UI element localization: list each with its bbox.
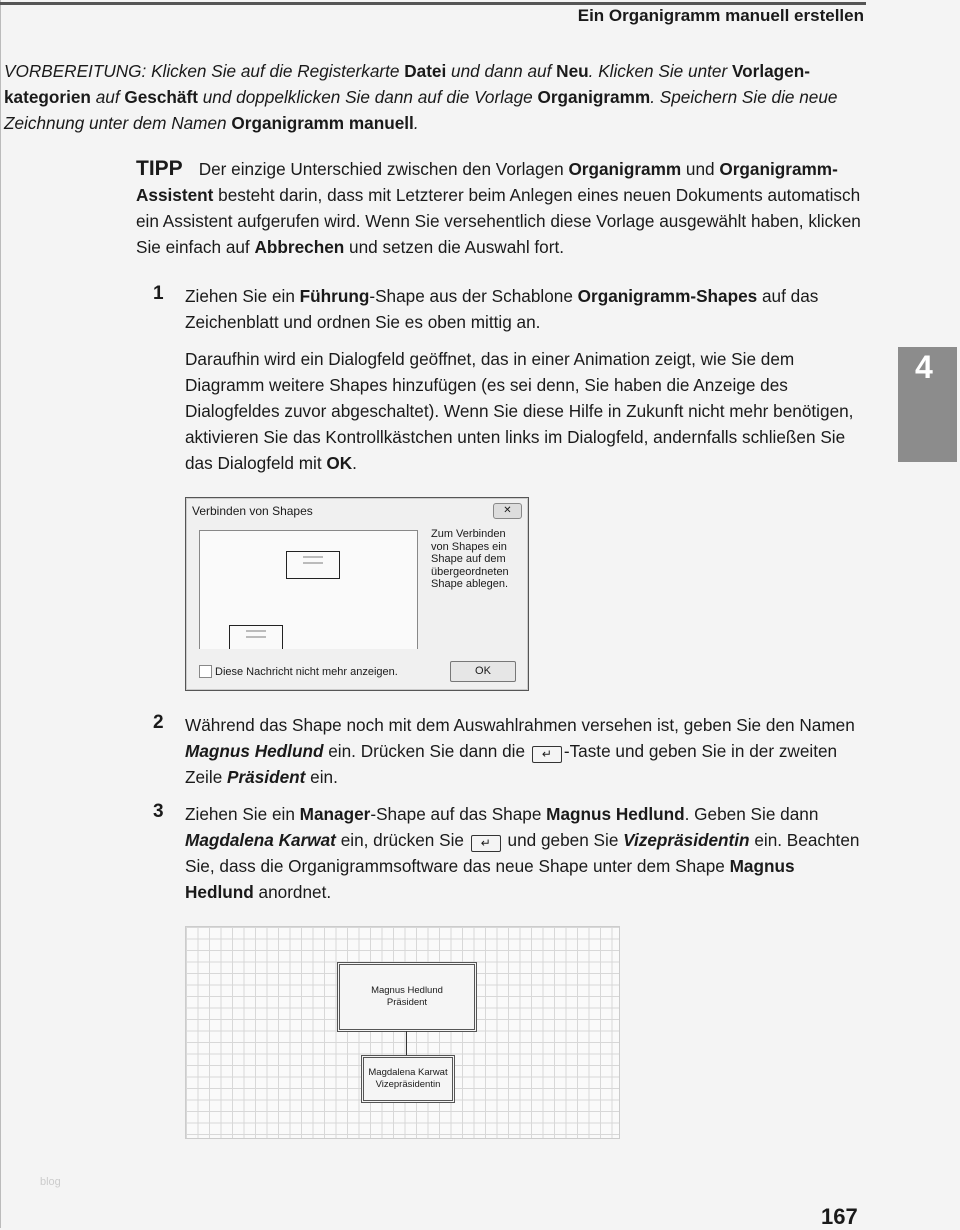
step-2-text <box>185 712 865 790</box>
text-run: und dann auf <box>446 61 557 81</box>
bold-term: Neu <box>556 61 589 81</box>
shape-icon <box>229 625 283 649</box>
tip-text <box>136 159 861 257</box>
chapter-number: 4 <box>915 349 933 385</box>
text-run: Daraufhin wird ein Dialogfeld geöffnet, das in einer Animation zeigt, wie Sie dem Diagramm weitere Shapes hinzufügen (es sei denn, Sie haben die Anzeige des Dialogfeldes zuvor abgeschaltet). Wenn Sie diese Hilfe in Zukunft nicht mehr benötigen, aktivieren Sie das Kontrollkästchen unten links im Dialogfeld, andernfalls schließen Sie das Dialogfeld mit <box>185 349 854 473</box>
page-number: 167 <box>821 1204 858 1229</box>
page-edge <box>0 0 1 1228</box>
text-run: . Geben Sie dann <box>684 804 819 824</box>
text-run: . Speichern Sie die neue Zeichnung unter dem Namen <box>4 87 838 133</box>
step-1-note <box>185 346 865 476</box>
tip-box <box>136 156 866 260</box>
step-number: 1 <box>153 283 164 304</box>
org-role: Präsident <box>386 997 428 1008</box>
bold-term: Manager <box>299 804 371 824</box>
org-chart-screenshot <box>185 926 620 1139</box>
close-icon[interactable]: ✕ <box>493 503 522 519</box>
text-run: und geben Sie <box>502 830 624 850</box>
text-run: ein, drücken Sie <box>335 830 469 850</box>
preparation-paragraph <box>4 58 866 136</box>
bold-term: Vorlagen-kategorien <box>4 61 810 107</box>
step-number: 3 <box>153 801 164 822</box>
text-run: ein. Beachten Sie, dass die Organigrammsoftware das neue Shape unter dem Shape <box>185 830 860 876</box>
text-run: auf <box>90 87 125 107</box>
bold-term: OK <box>326 453 353 473</box>
text-run: und doppelklicken Sie dann auf die Vorlage <box>197 87 538 107</box>
bold-term: Geschäft <box>124 87 198 107</box>
bold-term: Magnus Hedlund <box>185 741 324 761</box>
checkbox-icon[interactable] <box>199 665 212 678</box>
dialog-title: Verbinden von Shapes <box>192 504 313 518</box>
text-run: -Shape aus der Schablone <box>369 286 578 306</box>
org-box-president <box>337 962 477 1032</box>
text-run: ein. Drücken Sie dann die <box>323 741 530 761</box>
text-run: VORBEREITUNG: Klicken Sie auf die Registerkarte <box>4 61 405 81</box>
ok-button[interactable]: OK <box>450 661 516 682</box>
text-run: anordnet. <box>253 882 332 902</box>
org-box-vice-president <box>361 1055 455 1103</box>
text-run: Während das Shape noch mit dem Auswahlrahmen versehen ist, geben Sie den Namen <box>185 715 855 735</box>
step-1-text <box>185 283 865 335</box>
shape-icon <box>286 551 340 579</box>
text-run: auf das Zeichenblatt und ordnen Sie es oben mittig an. <box>185 286 819 332</box>
enter-key-icon: ↵ <box>471 835 501 852</box>
chapter-tab <box>898 347 957 462</box>
text-run: Ziehen Sie ein <box>185 286 300 306</box>
step-3-text <box>185 801 865 905</box>
org-name: Magnus Hedlund <box>371 985 443 996</box>
text-run: und setzen die Auswahl fort. <box>344 237 565 257</box>
dont-show-checkbox[interactable] <box>199 665 398 678</box>
enter-key-icon: ↵ <box>532 746 562 763</box>
step-number: 2 <box>153 712 164 733</box>
text-run: . <box>352 453 357 473</box>
bold-term: Magdalena Karwat <box>185 830 336 850</box>
connector-line <box>406 1031 407 1055</box>
watermark: blog <box>40 1176 61 1188</box>
text-run: . <box>413 113 419 133</box>
animation-preview <box>199 530 418 649</box>
text-run: -Shape auf das Shape <box>370 804 547 824</box>
checkbox-label: Diese Nachricht nicht mehr anzeigen. <box>215 665 398 678</box>
org-role: Vizepräsidentin <box>375 1079 441 1090</box>
text-run: ein. <box>305 767 338 787</box>
text-run: . Klicken Sie unter <box>588 61 732 81</box>
tip-label: TIPP <box>136 157 183 180</box>
text-run: -Taste und geben Sie in der zweiten Zeile <box>185 741 838 787</box>
bold-term: Organigramm manuell <box>231 113 414 133</box>
bold-term: Vizepräsidentin <box>623 830 750 850</box>
bold-term: Organigramm-Assistent <box>136 159 838 205</box>
bold-term: Organigramm <box>568 159 682 179</box>
dialog-screenshot <box>185 497 529 691</box>
bold-term: Organigramm-Shapes <box>577 286 758 306</box>
bold-term: Führung <box>299 286 370 306</box>
bold-term: Präsident <box>227 767 306 787</box>
bold-term: Abbrechen <box>254 237 345 257</box>
running-header: Ein Organigramm manuell erstellen <box>577 6 864 25</box>
text-run: Der einzige Unterschied zwischen den Vorlagen <box>198 159 569 179</box>
text-run: und <box>681 159 720 179</box>
dialog-message: Zum Verbinden von Shapes ein Shape auf dem übergeordneten Shape ablegen. <box>431 528 509 590</box>
header-rule <box>0 2 866 5</box>
text-run: Ziehen Sie ein <box>185 804 300 824</box>
org-name: Magdalena Karwat <box>368 1067 448 1078</box>
bold-term: Magnus Hedlund <box>546 804 685 824</box>
text-run: besteht darin, dass mit Letzterer beim Anlegen eines neuen Dokuments automatisch ein Assistent aufgerufen wird. Wenn Sie versehentlich diese Vorlage ausgewählt haben, klicken Sie einfach auf <box>136 185 861 257</box>
bold-term: Datei <box>404 61 447 81</box>
bold-term: Organigramm <box>537 87 651 107</box>
bold-term: Magnus Hedlund <box>185 856 795 902</box>
